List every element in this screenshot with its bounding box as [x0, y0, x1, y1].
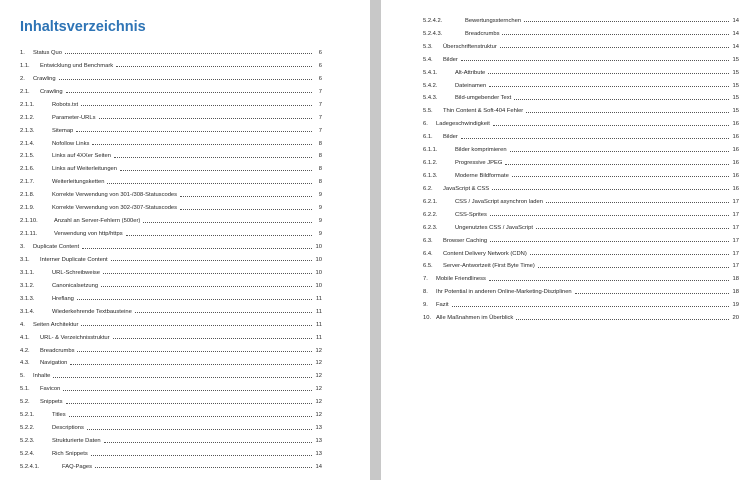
toc-entry-title: Status Quo [33, 49, 63, 56]
toc-entry-number: 6.2.2. [423, 211, 438, 218]
toc-dot-leader [113, 338, 312, 339]
toc-entry[interactable] [423, 39, 739, 52]
document-page-right [381, 0, 751, 480]
toc-entry-title: Mobile Friendliness [436, 276, 486, 283]
toc-entry-number: 7. [423, 276, 428, 283]
toc-entry-page-number: 12 [315, 399, 322, 406]
toc-entry-number: 2.1.5. [20, 153, 35, 160]
toc-entry-number: 6.2. [423, 185, 433, 192]
toc-entry-title: Ladegeschwindigkeit [436, 121, 490, 128]
toc-entry-number: 5.2.1. [20, 412, 35, 419]
toc-entry-number: 1. [20, 49, 25, 56]
toc-dot-leader [180, 209, 312, 210]
toc-entry-page-number: 11 [315, 295, 322, 302]
toc-entry-page-number: 15 [732, 108, 739, 115]
toc-dot-leader [135, 312, 312, 313]
toc-entry-page-number: 9 [318, 218, 322, 225]
toc-entry-number: 6.5. [423, 263, 433, 270]
toc-dot-leader [69, 416, 312, 417]
toc-dot-leader [66, 92, 312, 93]
toc-entry-page-number: 17 [732, 237, 739, 244]
toc-entry[interactable] [20, 343, 322, 356]
toc-dot-leader [492, 189, 729, 190]
toc-entry-title: Hreflang [52, 295, 74, 302]
toc-entry-page-number: 19 [732, 302, 739, 309]
toc-entry[interactable] [423, 103, 739, 116]
toc-entry-page-number: 17 [732, 224, 739, 231]
toc-dot-leader [489, 280, 729, 281]
toc-dot-leader [516, 319, 729, 320]
toc-entry[interactable] [423, 129, 739, 142]
toc-list-right [423, 13, 739, 323]
toc-entry[interactable] [20, 330, 322, 343]
toc-entry-page-number: 10 [315, 282, 322, 289]
toc-entry[interactable] [20, 136, 322, 149]
toc-entry[interactable] [423, 52, 739, 65]
toc-entry[interactable] [423, 259, 739, 272]
toc-entry-number: 10. [423, 315, 432, 322]
toc-entry-page-number: 8 [318, 166, 322, 173]
toc-entry-page-number: 15 [732, 82, 739, 89]
toc-entry-title: Titles [52, 412, 66, 419]
toc-entry-number: 5.3. [423, 43, 433, 50]
toc-entry[interactable] [423, 91, 739, 104]
toc-entry[interactable] [20, 110, 322, 123]
toc-entry-title: Robots.txt [52, 101, 79, 108]
toc-entry-number: 4. [20, 321, 25, 328]
toc-entry-page-number: 16 [732, 134, 739, 141]
toc-entry-page-number: 9 [318, 205, 322, 212]
toc-entry[interactable] [20, 161, 322, 174]
toc-entry-title: Breadcrumbs [465, 30, 500, 37]
toc-dot-leader [63, 390, 312, 391]
toc-entry-page-number: 16 [732, 147, 739, 154]
toc-entry[interactable] [423, 26, 739, 39]
toc-dot-leader [81, 105, 312, 106]
toc-entry-page-number: 7 [318, 127, 322, 134]
toc-entry[interactable] [20, 71, 322, 84]
toc-entry-page-number: 20 [732, 315, 739, 322]
toc-dot-leader [180, 196, 312, 197]
toc-entry-title: Favicon [40, 386, 61, 393]
toc-entry-title: Verwendung von http/https [54, 231, 123, 238]
toc-dot-leader [526, 112, 729, 113]
toc-entry[interactable] [423, 168, 739, 181]
toc-entry-number: 2.1. [20, 88, 30, 95]
toc-dot-leader [111, 260, 312, 261]
toc-entry[interactable] [20, 226, 322, 239]
toc-entry-title: Weiterleitungsketten [52, 179, 105, 186]
toc-entry-page-number: 10 [315, 244, 322, 250]
toc-entry-title: Inhalte [33, 373, 51, 380]
toc-entry-page-number: 17 [732, 198, 739, 205]
toc-entry[interactable] [20, 174, 322, 187]
toc-entry-page-number: 8 [318, 140, 322, 147]
toc-entry[interactable] [423, 271, 739, 284]
toc-dot-leader [514, 99, 729, 100]
toc-entry-page-number: 11 [315, 321, 322, 328]
toc-dot-leader [536, 228, 729, 229]
toc-dot-leader [489, 86, 729, 87]
toc-entry-number: 2.1.7. [20, 179, 35, 186]
toc-entry[interactable] [423, 78, 739, 91]
toc-entry-page-number: 6 [318, 75, 322, 82]
toc-entry[interactable] [20, 381, 322, 394]
toc-dot-leader [546, 202, 729, 203]
toc-entry-title: CSS-Sprites [455, 211, 487, 218]
toc-dot-leader [77, 351, 312, 352]
toc-entry-page-number: 15 [732, 95, 739, 102]
toc-dot-leader [512, 176, 729, 177]
toc-entry-title: Snippets [40, 399, 63, 406]
toc-entry-page-number: 17 [732, 263, 739, 270]
toc-dot-leader [505, 164, 729, 165]
toc-entry-title: Breadcrumbs [40, 347, 75, 354]
toc-entry-number: 2.1.2. [20, 114, 35, 121]
toc-entry[interactable] [20, 149, 322, 162]
toc-entry-page-number: 15 [732, 56, 739, 63]
toc-dot-leader [538, 267, 729, 268]
toc-entry-number: 5.2.3. [20, 438, 35, 445]
toc-entry-title: Crawling [40, 88, 63, 95]
toc-dot-leader [66, 403, 312, 404]
toc-entry-page-number: 7 [318, 101, 322, 108]
toc-dot-leader [575, 293, 729, 294]
toc-entry-number: 3.1.4. [20, 308, 35, 315]
toc-dot-leader [116, 66, 312, 67]
toc-dot-leader [65, 53, 312, 54]
toc-entry[interactable] [423, 233, 739, 246]
toc-entry-number: 3.1.3. [20, 295, 35, 302]
toc-entry-page-number: 13 [315, 438, 322, 445]
toc-entry-title: Alle Maßnahmen im Überblick [436, 315, 514, 322]
toc-entry-number: 5.2.2. [20, 425, 35, 432]
toc-dot-leader [70, 364, 312, 365]
toc-dot-leader [500, 47, 729, 48]
toc-entry-number: 6.1.2. [423, 160, 438, 167]
toc-entry[interactable] [20, 394, 322, 407]
toc-entry-number: 6.2.3. [423, 224, 438, 231]
toc-entry-number: 3. [20, 244, 25, 250]
toc-entry-title: Ihr Potential in anderen Online-Marketing-Disziplinen [436, 289, 572, 296]
toc-dot-leader [143, 222, 312, 223]
toc-entry-title: Wiederkehrende Textbausteine [52, 308, 132, 315]
toc-entry[interactable] [20, 239, 322, 252]
toc-entry-page-number: 12 [315, 360, 322, 367]
toc-entry-title: Überschriftenstruktur [443, 43, 497, 50]
toc-entry[interactable] [20, 420, 322, 433]
toc-entry-page-number: 16 [732, 121, 739, 128]
toc-entry-title: Duplicate Content [33, 244, 80, 250]
toc-dot-leader [461, 60, 729, 61]
toc-entry-page-number: 16 [732, 185, 739, 192]
toc-entry-page-number: 16 [732, 160, 739, 167]
toc-entry-title: Moderne Bildformate [455, 172, 509, 179]
toc-entry-number: 2.1.8. [20, 192, 35, 199]
toc-dot-leader [81, 325, 312, 326]
toc-dot-leader [107, 183, 312, 184]
toc-entry-title: Content Delivery Network (CDN) [443, 250, 527, 257]
toc-entry[interactable] [20, 278, 322, 291]
toc-entry-page-number: 14 [315, 463, 322, 470]
toc-entry-page-number: 14 [732, 30, 739, 37]
toc-entry-title: URL-Schreibweise [52, 269, 101, 276]
toc-dot-leader [103, 273, 312, 274]
toc-entry-number: 5.2. [20, 399, 30, 406]
toc-entry[interactable] [423, 116, 739, 129]
toc-entry-number: 2.1.1. [20, 101, 35, 108]
toc-entry-page-number: 9 [318, 231, 322, 238]
toc-entry-number: 3.1.2. [20, 282, 35, 289]
toc-entry-number: 6.4. [423, 250, 433, 257]
toc-list-left [20, 45, 322, 472]
toc-entry[interactable] [20, 368, 322, 381]
toc-entry-page-number: 17 [732, 250, 739, 257]
toc-entry-title: Canonicalsetzung [52, 282, 99, 289]
toc-entry-number: 2.1.3. [20, 127, 35, 134]
toc-entry-number: 1.1. [20, 62, 30, 69]
toc-entry-page-number: 9 [318, 192, 322, 199]
toc-entry[interactable] [423, 155, 739, 168]
toc-entry-number: 2.1.9. [20, 205, 35, 212]
toc-entry-title: Nofollow Links [52, 140, 90, 147]
toc-entry-number: 6.3. [423, 237, 433, 244]
toc-dot-leader [452, 306, 729, 307]
toc-entry-number: 5.2.4.3. [423, 30, 443, 37]
toc-entry-number: 2.1.10. [20, 218, 38, 225]
toc-dot-leader [87, 429, 312, 430]
toc-dot-leader [490, 215, 729, 216]
toc-dot-leader [82, 248, 312, 249]
toc-title: Inhaltsverzeichnis [20, 19, 146, 35]
toc-dot-leader [461, 138, 729, 139]
toc-entry-page-number: 15 [732, 69, 739, 76]
toc-entry-page-number: 18 [732, 276, 739, 283]
toc-dot-leader [91, 455, 312, 456]
toc-entry-number: 3.1.1. [20, 269, 35, 276]
toc-entry-number: 6.1.3. [423, 172, 438, 179]
toc-entry-number: 5.2.4.1. [20, 463, 40, 470]
toc-entry[interactable] [423, 310, 739, 323]
toc-entry-page-number: 11 [315, 308, 322, 315]
toc-entry[interactable] [423, 65, 739, 78]
toc-entry[interactable] [20, 459, 322, 472]
toc-entry-page-number: 7 [318, 88, 322, 95]
toc-entry[interactable] [20, 200, 322, 213]
toc-entry[interactable] [423, 142, 739, 155]
toc-entry-page-number: 8 [318, 179, 322, 186]
toc-entry-title: Dateinamen [455, 82, 487, 89]
toc-entry-number: 4.2. [20, 347, 30, 354]
toc-entry-title: Anzahl an Server-Fehlern (500er) [54, 218, 141, 225]
toc-entry-number: 6.1. [423, 134, 433, 141]
toc-entry-number: 4.1. [20, 334, 30, 341]
toc-entry-number: 5.4.2. [423, 82, 438, 89]
toc-dot-leader [76, 131, 312, 132]
toc-entry-number: 5.2.4.2. [423, 17, 443, 24]
toc-entry-title: Browser Caching [443, 237, 488, 244]
toc-entry[interactable] [20, 265, 322, 278]
toc-entry-number: 5.2.4. [20, 451, 35, 457]
toc-entry-page-number: 12 [315, 386, 322, 393]
toc-entry-number: 5.4. [423, 56, 433, 63]
toc-entry-page-number: 6 [318, 62, 322, 69]
toc-entry[interactable] [20, 433, 322, 446]
document-page-left [0, 0, 370, 480]
toc-entry-title: Korrekte Verwendung von 301-/308-Statuscodes [52, 192, 178, 199]
toc-entry[interactable] [20, 187, 322, 200]
toc-entry-title: Bilder [443, 56, 458, 63]
toc-dot-leader [95, 467, 312, 468]
toc-entry-number: 8. [423, 289, 428, 296]
toc-entry-page-number: 10 [315, 256, 322, 263]
toc-entry-title: Rich Snippets [52, 451, 88, 457]
toc-entry-page-number: 16 [732, 172, 739, 179]
toc-dot-leader [510, 151, 729, 152]
toc-entry-number: 9. [423, 302, 428, 309]
toc-entry-number: 2.1.6. [20, 166, 35, 173]
toc-entry-title: Parameter-URLs [52, 114, 96, 121]
toc-entry-title: Thin Content & Soft-404 Fehler [443, 108, 524, 115]
toc-entry-number: 2.1.11. [20, 231, 38, 238]
toc-entry[interactable] [20, 58, 322, 71]
toc-entry-number: 5.4.3. [423, 95, 438, 102]
toc-entry-title: Seiten Architektur [33, 321, 79, 328]
toc-dot-leader [101, 286, 312, 287]
toc-entry-page-number: 14 [732, 17, 739, 24]
toc-entry-page-number: 13 [315, 425, 322, 432]
toc-entry-page-number: 11 [315, 334, 322, 341]
toc-dot-leader [502, 34, 729, 35]
toc-entry-number: 5. [20, 373, 25, 380]
toc-entry-title: Server-Antwortzeit (First Byte Time) [443, 263, 535, 270]
toc-entry[interactable] [423, 220, 739, 233]
toc-entry-number: 2.1.4. [20, 140, 35, 147]
toc-entry-title: CSS / JavaScript asynchron laden [455, 198, 543, 205]
toc-dot-leader [99, 118, 313, 119]
toc-entry-page-number: 7 [318, 114, 322, 121]
toc-entry-page-number: 12 [315, 412, 322, 419]
toc-entry-number: 5.4.1. [423, 69, 438, 76]
toc-entry[interactable] [423, 246, 739, 259]
toc-entry-title: Links auf 4XXer Seiten [52, 153, 111, 160]
toc-entry-page-number: 6 [318, 49, 322, 56]
toc-entry[interactable] [20, 84, 322, 97]
toc-entry-page-number: 8 [318, 153, 322, 160]
toc-entry[interactable] [20, 123, 322, 136]
toc-dot-leader [92, 144, 312, 145]
toc-entry-number: 5.1. [20, 386, 30, 393]
toc-entry-title: Interner Duplicate Content [40, 256, 108, 263]
toc-dot-leader [104, 442, 312, 443]
toc-dot-leader [493, 125, 729, 126]
toc-dot-leader [77, 299, 312, 300]
toc-entry-title: Ungenutztes CSS / JavaScript [455, 224, 533, 231]
toc-entry[interactable] [20, 213, 322, 226]
toc-entry-number: 3.1. [20, 256, 30, 263]
toc-entry[interactable] [20, 407, 322, 420]
toc-entry[interactable] [423, 194, 739, 207]
toc-entry-title: Korrekte Verwendung von 302-/307-Statuscodes [52, 205, 178, 212]
toc-dot-leader [490, 241, 729, 242]
toc-dot-leader [126, 235, 312, 236]
toc-entry-page-number: 13 [315, 451, 322, 457]
toc-entry-title: FAQ-Pages [62, 463, 92, 470]
toc-entry-page-number: 14 [732, 43, 739, 50]
toc-entry[interactable] [423, 181, 739, 194]
toc-entry-title: Fazit [436, 302, 449, 309]
toc-entry[interactable] [20, 356, 322, 369]
toc-entry-title: Alt-Attribute [455, 69, 486, 76]
toc-entry[interactable] [423, 207, 739, 220]
toc-entry-title: URL- & Verzeichnisstruktur [40, 334, 110, 341]
toc-entry[interactable] [20, 45, 322, 58]
toc-entry-title: Navigation [40, 360, 68, 367]
toc-entry-title: Bilder [443, 134, 458, 141]
toc-dot-leader [530, 254, 729, 255]
toc-entry[interactable] [20, 97, 322, 110]
toc-entry-number: 5.5. [423, 108, 433, 115]
toc-entry[interactable] [20, 291, 322, 304]
toc-entry-title: Progressive JPEG [455, 160, 503, 167]
toc-entry-title: Crawling [33, 75, 56, 82]
toc-dot-leader [114, 157, 312, 158]
toc-entry-title: Bild-umgebender Text [455, 95, 512, 102]
toc-entry-page-number: 17 [732, 211, 739, 218]
toc-entry-title: Sitemap [52, 127, 74, 134]
toc-entry[interactable] [20, 446, 322, 459]
toc-dot-leader [120, 170, 312, 171]
toc-entry[interactable] [20, 304, 322, 317]
toc-entry[interactable] [20, 252, 322, 265]
toc-entry-number: 6.2.1. [423, 198, 438, 205]
toc-entry-number: 6. [423, 121, 428, 128]
toc-dot-leader [524, 21, 729, 22]
toc-entry-number: 6.1.1. [423, 147, 438, 154]
toc-entry[interactable] [20, 317, 322, 330]
toc-dot-leader [488, 73, 729, 74]
toc-entry-title: JavaScript & CSS [443, 185, 490, 192]
toc-entry-title: Strukturierte Daten [52, 438, 101, 445]
toc-entry-title: Entwicklung und Benchmark [40, 62, 114, 69]
toc-entry-number: 4.3. [20, 360, 30, 367]
toc-entry-page-number: 12 [315, 373, 322, 380]
toc-entry-page-number: 18 [732, 289, 739, 296]
toc-entry[interactable] [423, 297, 739, 310]
toc-dot-leader [59, 79, 312, 80]
toc-entry[interactable] [423, 284, 739, 297]
toc-entry-title: Links auf Weiterleitungen [52, 166, 117, 173]
toc-entry-title: Descriptions [52, 425, 84, 432]
toc-entry-page-number: 12 [315, 347, 322, 354]
toc-entry-page-number: 10 [315, 269, 322, 276]
toc-entry[interactable] [423, 13, 739, 26]
toc-entry-number: 2. [20, 75, 25, 82]
toc-dot-leader [53, 377, 312, 378]
toc-entry-title: Bilder komprimieren [455, 147, 507, 154]
toc-entry-title: Bewertungssternchen [465, 17, 522, 24]
